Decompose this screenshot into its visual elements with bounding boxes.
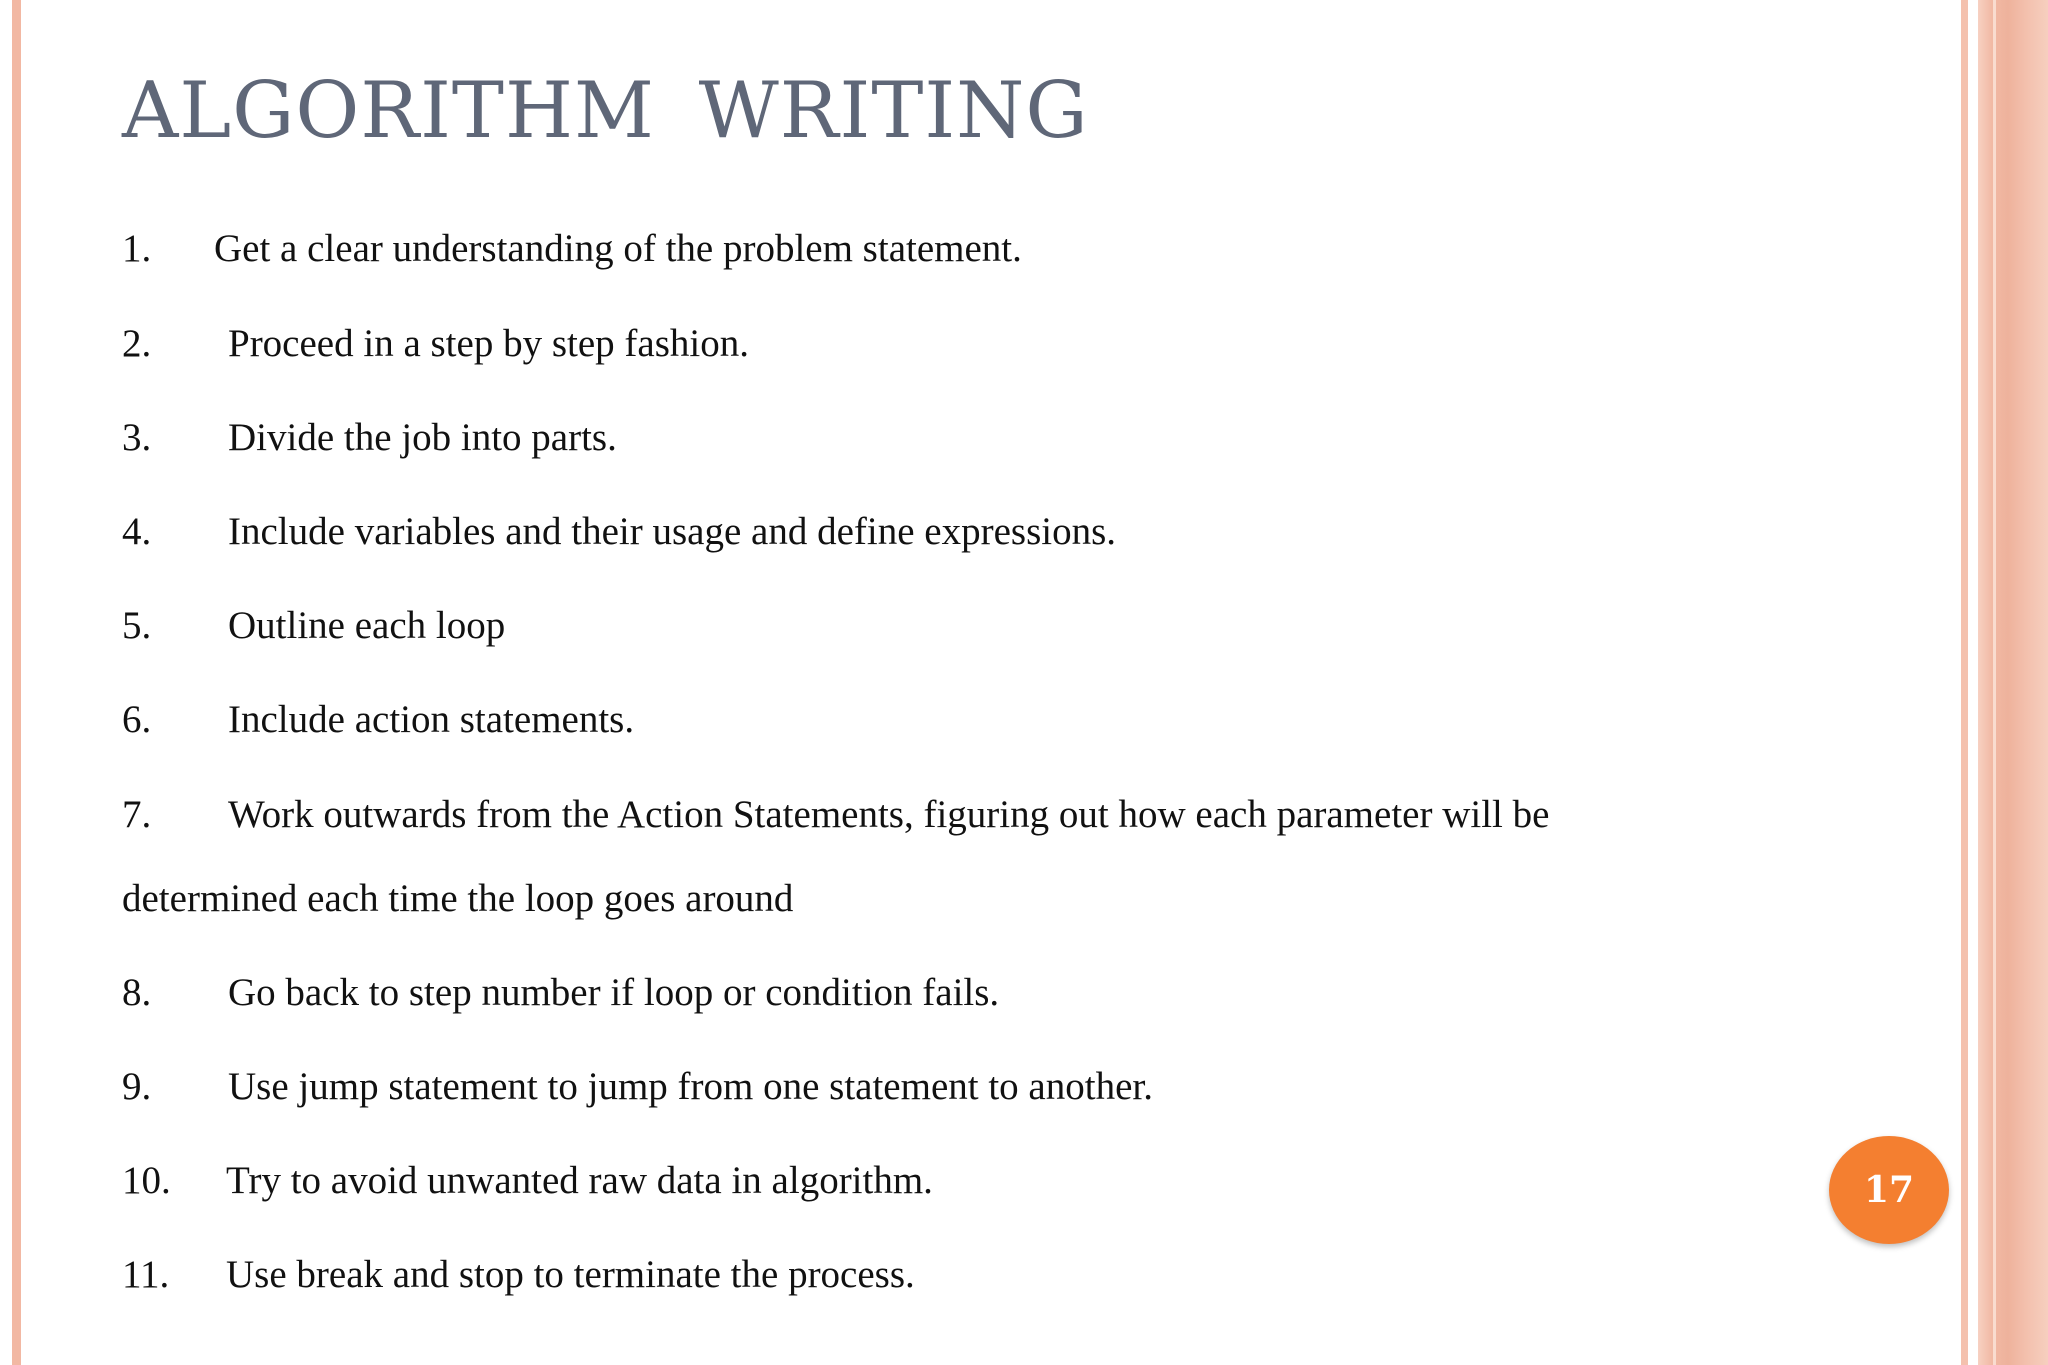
- step-text: Use jump statement to jump from one statement to another.: [228, 1065, 1153, 1108]
- step-text: Outline each loop: [228, 604, 506, 647]
- step-number: 4.: [122, 510, 152, 553]
- step-number: 10.: [122, 1159, 171, 1202]
- step-text: Proceed in a step by step fashion.: [228, 322, 749, 365]
- step-number: 1.: [122, 227, 152, 270]
- step-text: Work outwards from the Action Statements, figuring out how each parameter will be: [228, 793, 1550, 836]
- step-text: Get a clear understanding of the problem statement.: [214, 227, 1022, 270]
- step-number: 2.: [122, 322, 152, 365]
- slide-title: ALGORITHM WRITING: [122, 66, 1089, 156]
- page-number-badge: [1829, 1136, 1949, 1244]
- step-text: Include action statements.: [228, 698, 635, 741]
- step-text-continuation: determined each time the loop goes around: [122, 877, 794, 920]
- step-number: 9.: [122, 1065, 152, 1108]
- step-number: 5.: [122, 604, 152, 647]
- step-text: Include variables and their usage and define expressions.: [228, 510, 1117, 553]
- step-text: Go back to step number if loop or condition fails.: [228, 971, 1000, 1014]
- step-number: 3.: [122, 416, 152, 459]
- step-number: 7.: [122, 793, 152, 836]
- page-number: 17: [1863, 1169, 1915, 1211]
- step-number: 8.: [122, 971, 152, 1014]
- step-text: Divide the job into parts.: [228, 416, 617, 459]
- step-number: 6.: [122, 698, 152, 741]
- step-text: Try to avoid unwanted raw data in algorithm.: [226, 1159, 933, 1202]
- step-text: Use break and stop to terminate the process.: [226, 1253, 915, 1296]
- step-number: 11.: [122, 1253, 170, 1296]
